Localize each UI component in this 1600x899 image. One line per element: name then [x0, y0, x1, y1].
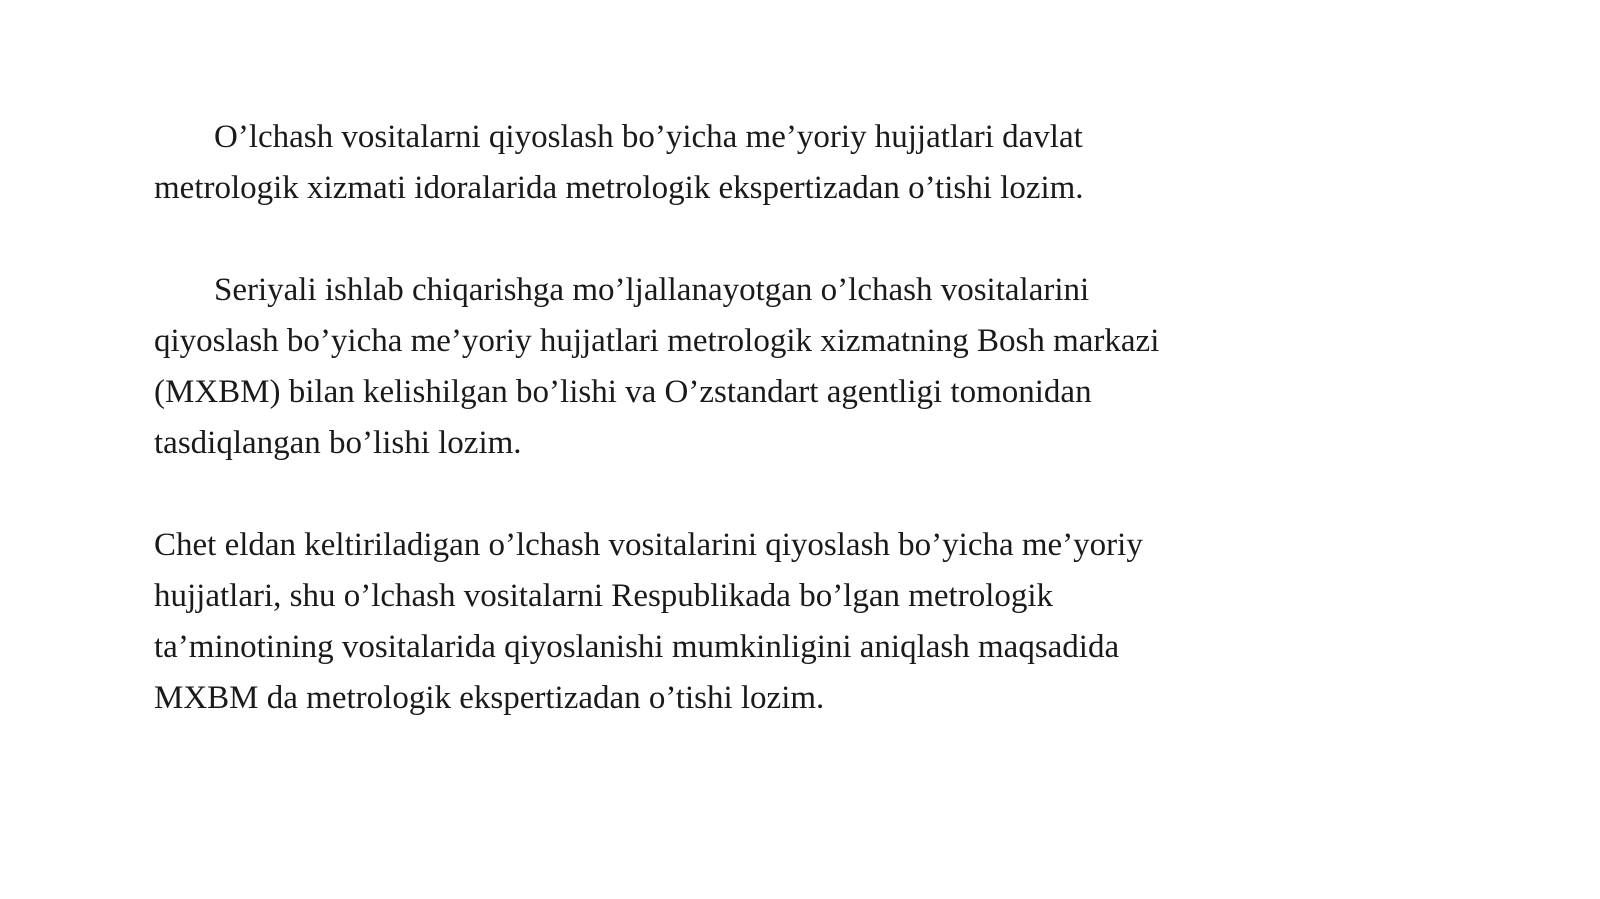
paragraph-3 [154, 520, 1284, 724]
paragraph-2 [154, 265, 1284, 469]
paragraph-1-line-2: metrologik xizmati idoralarida metrologik ekspertizadan o’tishi lozim. [154, 170, 1084, 206]
paragraph-1-line-1: O’lchash vositalarni qiyoslash bo’yicha me’yoriy hujjatlari davlat [214, 119, 1083, 155]
paragraph-3-line-3: ta’minotining vositalarida qiyoslanishi mumkinligini aniqlash maqsadida [154, 629, 1120, 665]
text-body [154, 112, 1284, 775]
paragraph-1 [154, 112, 1284, 214]
paragraph-3-line-2: hujjatlari, shu o’lchash vositalarni Respublikada bo’lgan metrologik [154, 578, 1054, 614]
paragraph-2-line-4: tasdiqlangan bo’lishi lozim. [154, 425, 522, 461]
paragraph-3-line-1: Chet eldan keltiriladigan o’lchash vositalarini qiyoslash bo’yicha me’yoriy [154, 527, 1143, 563]
paragraph-2-line-2: qiyoslash bo’yicha me’yoriy hujjatlari metrologik xizmatning Bosh markazi [154, 323, 1160, 359]
paragraph-3-line-4: MXBM da metrologik ekspertizadan o’tishi lozim. [154, 680, 825, 716]
paragraph-2-line-1: Seriyali ishlab chiqarishga mo’ljallanayotgan o’lchash vositalarini [214, 272, 1090, 308]
paragraph-2-line-3: (MXBM) bilan kelishilgan bo’lishi va O’zstandart agentligi tomonidan [154, 374, 1092, 410]
